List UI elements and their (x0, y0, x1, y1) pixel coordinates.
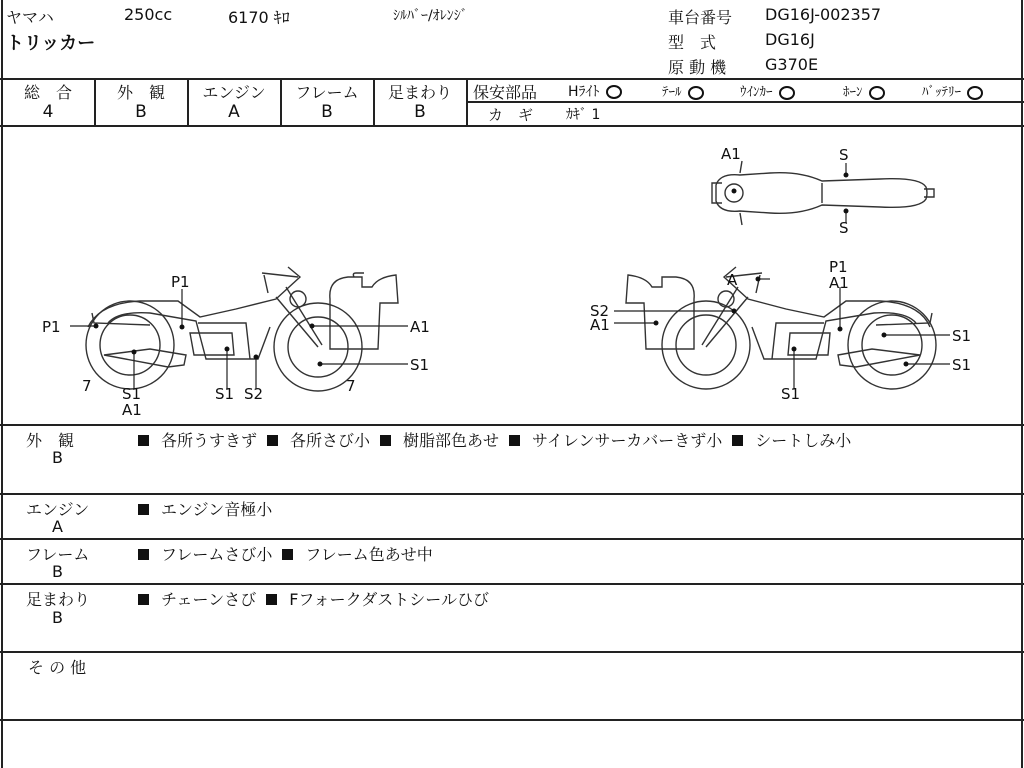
type-label: 型 式 (668, 33, 717, 52)
safety-horn-label: ﾎｰﾝ (843, 85, 863, 100)
bullet-square-icon (138, 549, 149, 560)
note-frame-grade: B (52, 562, 63, 581)
divider-note-4 (0, 651, 1024, 653)
frame-no-label: 車台番号 (668, 8, 733, 27)
safety-battery-label: ﾊﾞｯﾃﾘｰ (922, 85, 961, 100)
note-exterior-label: 外 観 (26, 431, 75, 450)
diagram-label: A1 (829, 274, 849, 292)
color: ｼﾙﾊﾞｰ/ｵﾚﾝｼﾞ (393, 8, 468, 24)
note-frame-items (138, 542, 443, 565)
bullet-square-icon (267, 435, 278, 446)
ok-mark-icon (869, 86, 885, 100)
grade-engine-value: A (228, 102, 240, 122)
bullet-square-icon (266, 594, 277, 605)
diagram-label: S1 (952, 356, 972, 374)
diagram-label: A1 (122, 401, 142, 419)
diagram-label: 7 (82, 377, 92, 395)
key-value: ｶｷﾞ 1 (566, 107, 601, 123)
mileage: 6170 ｷﾛ (228, 8, 290, 27)
type-value: DG16J (765, 30, 815, 49)
diagram-label: S1 (215, 385, 235, 403)
divider-note-1 (0, 493, 1024, 495)
grade-frame-value: B (321, 102, 333, 122)
bullet-square-icon (732, 435, 743, 446)
grade-sep-5 (466, 78, 468, 125)
divider-diagram (0, 424, 1024, 426)
diagram-label: S (839, 219, 849, 237)
note-engine-label: エンジン (26, 500, 90, 519)
ok-mark-icon (606, 85, 622, 99)
ok-mark-icon (967, 86, 983, 100)
diagram-label: A (727, 271, 738, 289)
diagram-label: P1 (829, 258, 848, 276)
note-item: エンジン音極小 (138, 497, 272, 520)
note-item: 各所うすきず (138, 428, 257, 451)
diagram-label: P1 (42, 318, 61, 336)
diagram-label: S1 (410, 356, 430, 374)
maker: ヤマハ (6, 8, 54, 27)
motorcycle-right-view (626, 267, 936, 389)
safety-label: 保安部品 (473, 83, 538, 102)
divider-note-5 (0, 719, 1024, 721)
note-item: 樹脂部色あせ (380, 428, 499, 451)
safety-headlight (568, 81, 622, 101)
motorcycle-diagram (0, 127, 1024, 423)
safety-headlight-label: Hﾗｲﾄ (568, 84, 600, 100)
grade-engine-label: エンジン (202, 83, 266, 102)
diagram-label: A1 (590, 316, 610, 334)
divider-note-2 (0, 538, 1024, 540)
note-chassis-grade: B (52, 608, 63, 627)
note-item: シートしみ小 (732, 428, 851, 451)
grade-frame-label: フレーム (295, 83, 359, 102)
diagram-label: S1 (781, 385, 801, 403)
note-item: チェーンさび (138, 587, 256, 610)
grade-overall-label: 総 合 (23, 83, 72, 102)
grade-chassis-label: 足まわり (387, 83, 452, 102)
diagram-label: S1 (952, 327, 972, 345)
note-chassis-items (138, 587, 499, 610)
diagram-label: A1 (410, 318, 430, 336)
bullet-square-icon (138, 435, 149, 446)
key-label: カ ギ (488, 106, 534, 124)
note-item: フレームさび小 (138, 542, 272, 565)
grade-exterior-value: B (135, 102, 147, 122)
diagram-label: S1 (122, 385, 142, 403)
note-exterior-grade: B (52, 448, 63, 467)
grade-exterior-label: 外 観 (116, 83, 165, 102)
marker-dots (94, 173, 909, 367)
bullet-square-icon (282, 549, 293, 560)
divider-safety (466, 101, 1024, 103)
grade-overall-value: 4 (42, 102, 54, 122)
diagram-label: S (839, 146, 849, 164)
note-other-label: そ の 他 (28, 658, 87, 677)
bullet-square-icon (138, 504, 149, 515)
diagram-label: A1 (721, 145, 741, 163)
motorcycle-left-view (86, 267, 398, 391)
bullet-square-icon (380, 435, 391, 446)
safety-winker-label: ｳｲﾝｶｰ (740, 85, 773, 100)
note-item: サイレンサーカバーきず小 (509, 428, 722, 451)
ok-mark-icon (688, 86, 704, 100)
bullet-square-icon (509, 435, 520, 446)
safety-winker (740, 81, 795, 100)
safety-tail-label: ﾃｰﾙ (662, 85, 682, 100)
note-engine-grade: A (52, 517, 63, 536)
note-item: フレーム色あせ中 (282, 542, 432, 565)
engine-label: 原 動 機 (668, 58, 727, 77)
note-frame-label: フレーム (26, 545, 90, 564)
bullet-square-icon (138, 594, 149, 605)
motorcycle-top-view (712, 161, 934, 225)
engine-model: G370E (765, 55, 819, 74)
displacement: 250cc (124, 5, 173, 24)
note-item: 各所さび小 (267, 428, 370, 451)
diagram-label: 7 (346, 377, 356, 395)
grade-chassis-value: B (414, 102, 426, 122)
note-engine-items (138, 497, 282, 520)
diagram-label: S2 (590, 302, 610, 320)
diagram-label: S2 (244, 385, 264, 403)
diagram-label: P1 (171, 273, 190, 291)
divider-note-3 (0, 583, 1024, 585)
safety-horn (843, 81, 885, 100)
frame-no: DG16J-002357 (765, 5, 882, 24)
note-item: Fフォークダストシールひび (266, 587, 489, 610)
ok-mark-icon (779, 86, 795, 100)
model-name: トリッカー (6, 33, 96, 54)
safety-tail (662, 81, 704, 100)
safety-battery (922, 81, 983, 100)
note-exterior-items (138, 428, 861, 451)
note-chassis-label: 足まわり (26, 590, 91, 609)
